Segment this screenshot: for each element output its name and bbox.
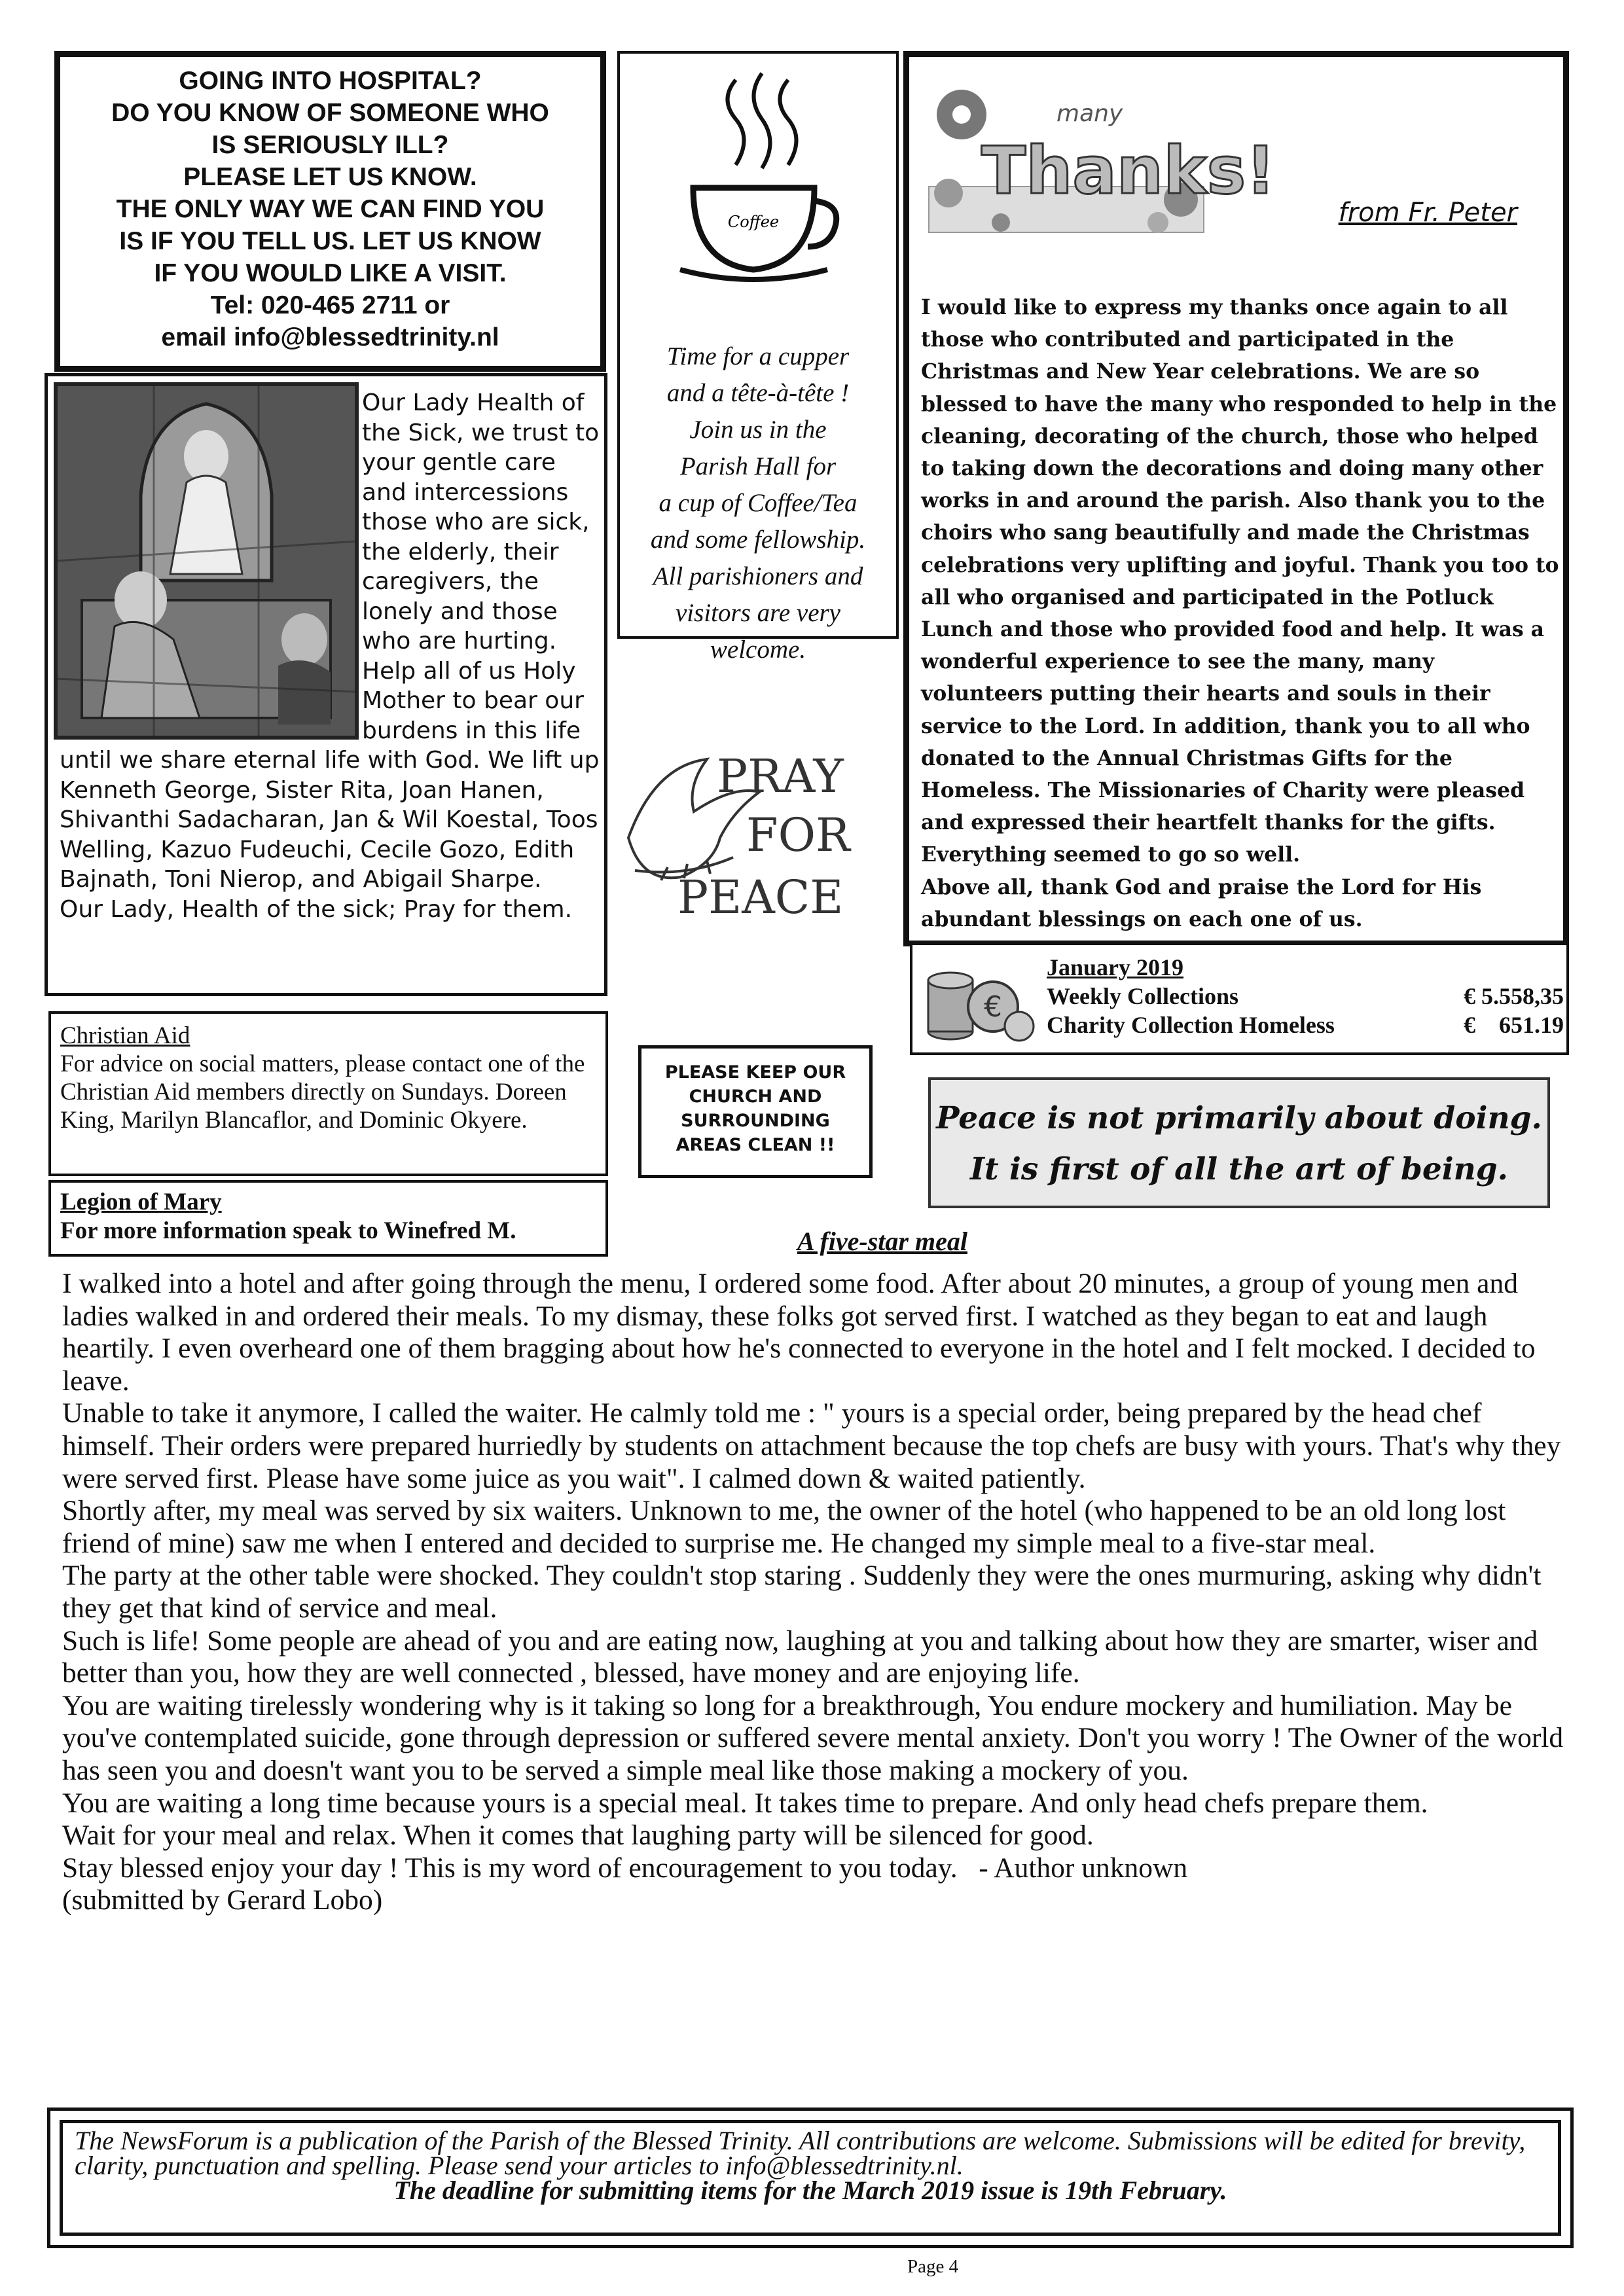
article-paragraph: You are waiting tirelessly wondering why is it taking so long for a breakthrough, You endure mockery and humiliation. May be you've contemplated suicide, gone through depression or suffered severe mental anxiety. Don't you worry ! The Owner of the world has seen you and doesn't want you to be served a simple meal like those making a mockery of you.	[62, 1689, 1564, 1786]
article-paragraph: You are waiting a long time because yours is a special meal. It takes time to prepare. And only head chefs prepare them.	[62, 1787, 1428, 1819]
clean-line: AREAS CLEAN !!	[676, 1135, 835, 1155]
prayer-closing: Our Lady, Health of the sick; Pray for them.	[60, 895, 573, 923]
collection-label: Charity Collection Homeless	[1047, 1012, 1335, 1038]
thanks-paragraph: I would like to express my thanks once again to all those who contributed and participated in the Christmas and New Year celebrations. We are so blessed to have the many who responded to help in the cleaning, decorating of the church, those who helped to taking down the decorations and doing many other works in and around the parish. Also thank you to the choirs who sang beautifully and made the Christmas celebrations very uplifting and joyful. Thank you too to all who organised and participated in the Potluck Lunch and those who provided food and help. It was a wonderful experience to see the many, many volunteers putting their hearts and souls in their service to the Lord. In addition, thank you to all who donated to the Annual Christmas Gifts for the Homeless. The Missionaries of Charity were pleased and expressed their heartfelt thanks for the gifts. Everything seemed to go so well.	[921, 295, 1559, 867]
hospital-line: THE ONLY WAY WE CAN FIND YOU	[116, 195, 545, 223]
hospital-line: IF YOU WOULD LIKE A VISIT.	[154, 259, 507, 287]
coffee-line: All parishioners and	[653, 562, 863, 590]
clean-line: SURROUNDING	[681, 1111, 830, 1131]
hospital-phone: Tel: 020-465 2711 or	[210, 291, 450, 319]
coffee-cup-label: Coffee	[727, 213, 780, 231]
peace-word-for: FOR	[746, 808, 850, 862]
coffee-line: a cup of Coffee/Tea	[659, 489, 857, 517]
svg-text:€: €	[984, 990, 1002, 1024]
christian-aid-title: Christian Aid	[60, 1022, 190, 1049]
coffee-line: Parish Hall for	[679, 452, 837, 480]
legion-of-mary-box	[48, 1180, 608, 1257]
thanks-box	[903, 51, 1569, 946]
stained-glass-image	[56, 384, 357, 738]
article-paragraph: Wait for your meal and relax. When it comes that laughing party will be silenced for good.	[62, 1820, 1094, 1852]
many-thanks-logo	[922, 69, 1276, 239]
keep-clean-notice	[638, 1045, 873, 1178]
hospital-email: email info@blessedtrinity.nl	[161, 323, 499, 351]
prayer-box	[45, 373, 607, 996]
footer-box	[47, 2108, 1574, 2248]
hospital-line: IS SERIOUSLY ILL?	[211, 131, 449, 159]
logo-thanks-text: Thanks!	[981, 132, 1276, 209]
collection-row	[1047, 982, 1564, 1011]
collection-row	[1047, 1011, 1564, 1039]
legion-title: Legion of Mary	[60, 1189, 222, 1215]
clean-line: CHURCH AND	[689, 1086, 822, 1107]
collections-box	[910, 942, 1569, 1055]
article-title: A five-star meal	[797, 1227, 967, 1256]
collections-rows	[1047, 953, 1564, 1039]
thanks-paragraph-2: Above all, thank God and praise the Lord for His abundant blessings on each one of us.	[921, 874, 1482, 931]
hospital-line: IS IF YOU TELL US. LET US KNOW	[119, 227, 541, 255]
article-paragraph: Shortly after, my meal was served by six waiters. Unknown to me, the owner of the hotel (who happened to be an old long lost friend of mine) saw me when I entered and decided to surprise me. He changed my simple meal to a five-star meal.	[62, 1495, 1506, 1559]
logo-many-text: many	[1056, 100, 1123, 127]
peace-word-pray: PRAY	[717, 749, 844, 803]
hospital-line: PLEASE LET US KNOW.	[183, 163, 477, 191]
peace-quote-box	[928, 1077, 1550, 1208]
coffee-box	[617, 51, 899, 664]
article-credit: (submitted by Gerard Lobo)	[62, 1884, 383, 1916]
quote-line: Peace is not primarily about doing.	[936, 1100, 1542, 1136]
legion-text: For more information speak to Winefred M.	[60, 1217, 516, 1244]
collection-value: € 651.19	[1464, 1012, 1564, 1038]
footer-deadline: The deadline for submitting items for the March 2019 issue is 19th February.	[393, 2176, 1227, 2205]
coffee-line: and a tête-à-tête !	[666, 379, 850, 407]
hospital-line: DO YOU KNOW OF SOMEONE WHO	[111, 99, 549, 127]
coffee-line: Time for a cupper	[666, 342, 850, 370]
article-paragraph: I walked into a hotel and after going through the menu, I ordered some food. After about 20 minutes, a group of young men and ladies walked in and ordered their meals. To my dismay, these folks got served first. I watched as they began to eat and laugh heartily. I even overheard one of them bragging about how he's connected to everyone in the hotel and I felt mocked. I decided to leave.	[62, 1268, 1536, 1397]
prayer-text: Our Lady Health of the Sick, we trust to your gentle care and intercessions those who are sick, the elderly, their caregivers, the lonely and those who are hurting. Help all of us Holy Mother to bear our burdens in this life until we share eternal life with God. We lift up Kenneth George, Sister Rita, Joan Hanen, Shivanthi Sadacharan, Jan & Wil Koestal, Toos Welling, Kazuo Fudeuchi, Cecile Gozo, Edith Bajnath, Toni Nierop, and Abigail Sharpe.	[60, 389, 600, 893]
coins-icon	[924, 954, 1036, 1046]
collection-label: Weekly Collections	[1047, 983, 1238, 1009]
quote-line: It is first of all the art of being.	[969, 1151, 1509, 1187]
peace-word-peace: PEACE	[677, 870, 844, 924]
collections-title: January 2019	[1047, 954, 1184, 980]
thanks-from: from Fr. Peter	[1338, 198, 1517, 228]
article-paragraph: Unable to take it anymore, I called the waiter. He calmly told me : " yours is a special order, being prepared by the head chef himself. Their orders were prepared hurriedly by students on attachment because the top chefs are busy with yours. That's why they were served first. Please have some juice as you wait". I calmed down & waited patiently.	[62, 1397, 1561, 1494]
coffee-line: visitors are very	[676, 599, 840, 627]
page-number: Page 4	[907, 2256, 959, 2277]
coffee-line: welcome.	[710, 636, 806, 664]
thanks-body	[921, 291, 1562, 967]
article-body	[62, 1268, 1574, 1917]
footer-text: The NewsForum is a publication of the Parish of the Blessed Trinity. All contributions are welcome. Submissions will be edited for brevity, clarity, punctuation and spelling. Please send your articles to info@blessedtrinity.nl.	[75, 2126, 1526, 2180]
coffee-line: and some fellowship.	[650, 526, 866, 554]
coffee-cup-icon	[674, 73, 844, 289]
christian-aid-box	[48, 1011, 608, 1176]
article-paragraph: The party at the other table were shocked. They couldn't stop staring . Suddenly they were the ones murmuring, asking why didn't they get that kind of service and meal.	[62, 1560, 1542, 1624]
clean-line: PLEASE KEEP OUR	[664, 1062, 846, 1083]
coffee-line: Join us in the	[689, 416, 827, 444]
pray-for-peace-graphic	[609, 740, 871, 929]
christian-aid-text: For advice on social matters, please contact one of the Christian Aid members directly on Sundays. Doreen King, Marilyn Blancaflor, and Dominic Okyere.	[60, 1050, 585, 1134]
article-paragraph: Such is life! Some people are ahead of you and are eating now, laughing at you and talking about how they are smarter, wiser and better than you, how they are well connected , blessed, have money and are enjoying life.	[62, 1624, 1538, 1689]
collection-value: € 5.558,35	[1464, 983, 1564, 1009]
coffee-invitation	[620, 338, 896, 668]
article-paragraph: Stay blessed enjoy your day ! This is my word of encouragement to you today. - Author unknown	[62, 1852, 1188, 1884]
hospital-line: GOING INTO HOSPITAL?	[179, 67, 482, 95]
hospital-notice-box	[54, 51, 606, 372]
footer-inner	[60, 2120, 1561, 2236]
